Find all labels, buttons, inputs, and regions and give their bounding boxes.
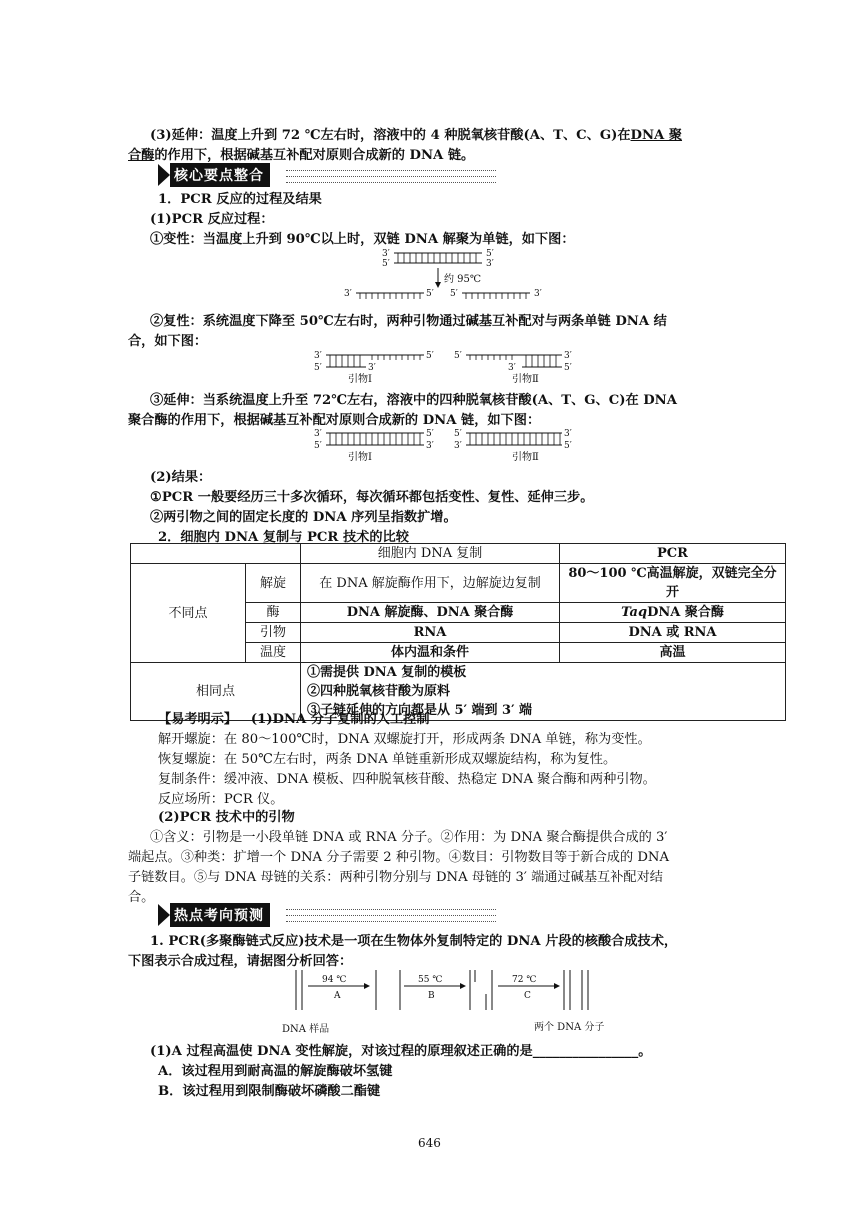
text-line: 反应场所：PCR 仪。 bbox=[158, 792, 284, 807]
dotted-rule bbox=[286, 170, 496, 171]
primer-label: 引物Ⅱ bbox=[512, 374, 539, 385]
table-cell: 高温 bbox=[560, 643, 786, 663]
table-header: PCR bbox=[560, 544, 786, 564]
option-b: B．该过程用到限制酶破坏磷酸二酯键 bbox=[158, 1084, 381, 1099]
temperature-label: 94 ℃ bbox=[322, 975, 347, 985]
question-text: 下图表示合成过程，请据图分析回答： bbox=[128, 954, 353, 969]
end-label: 3′ bbox=[534, 289, 542, 299]
question-text: (1)A 过程高温使 DNA 变性解旋，对该过程的原理叙述正确的是________________。 bbox=[150, 1044, 652, 1059]
question-text: 1. PCR(多聚酶链式反应)技术是一项在生物体外复制特定的 DNA 片段的核酸合成技术， bbox=[150, 934, 678, 949]
text-segment: (3)延伸：温度上升到 72 ℃左右时，溶液中的 4 种脱氧核苷酸(A、T、C、G)在 bbox=[150, 128, 631, 143]
arrow-icon bbox=[158, 904, 170, 926]
list-item: ①需提供 DNA 复制的模板 bbox=[307, 665, 467, 680]
italic-text: Taq bbox=[621, 605, 648, 620]
end-label: 3′ bbox=[486, 259, 494, 269]
table-cell: 引物 bbox=[246, 623, 301, 643]
section-title: 核心要点整合 bbox=[170, 163, 270, 187]
end-label: 5′ bbox=[426, 351, 434, 361]
text-line: ②复性：系统温度下降至 50℃左右时，两种引物通过碱基互补配对与两条单链 DNA 结 bbox=[150, 314, 667, 329]
dotted-rule bbox=[286, 921, 496, 922]
end-label: 5′ bbox=[314, 441, 322, 451]
option-a: A．该过程用到耐高温的解旋酶破坏氢键 bbox=[158, 1064, 393, 1079]
end-label: 5′ bbox=[564, 441, 572, 451]
end-label: 3′ bbox=[564, 429, 572, 439]
primer-label: 引物Ⅱ bbox=[512, 452, 539, 463]
table-cell: 解旋 bbox=[246, 564, 301, 603]
comparison-table bbox=[130, 543, 786, 721]
end-label: 5′ bbox=[450, 289, 458, 299]
section-banner bbox=[158, 904, 270, 926]
text-line: ①含义：引物是一小段单链 DNA 或 RNA 分子。②作用：为 DNA 聚合酶提供合成的 3′ bbox=[150, 830, 668, 845]
end-label: 3′ bbox=[564, 351, 572, 361]
table-cell: 温度 bbox=[246, 643, 301, 663]
row-group-label: 相同点 bbox=[131, 663, 301, 721]
text-segment: 的作用下，根据碱基互补配对原则合成新的 DNA 链。 bbox=[154, 148, 475, 163]
subheading: (2)PCR 技术中的引物 bbox=[158, 810, 295, 825]
end-label: 3′ bbox=[314, 429, 322, 439]
end-label: 3′ bbox=[508, 363, 516, 373]
primer-label: 引物Ⅰ bbox=[348, 374, 372, 385]
table-cell: RNA bbox=[301, 623, 560, 643]
primer-label: 引物Ⅰ bbox=[348, 452, 372, 463]
tag-label: 【易考明示】 bbox=[158, 712, 238, 727]
list-item: ③子链延伸的方向都是从 5′ 端到 3′ 端 bbox=[307, 703, 533, 718]
subheading: (1)PCR 反应过程： bbox=[150, 212, 274, 227]
table-row bbox=[131, 564, 786, 603]
end-label: 3′ bbox=[426, 441, 434, 451]
table-cell: DNA 解旋酶、DNA 聚合酶 bbox=[301, 603, 560, 623]
end-label: 3′ bbox=[454, 441, 462, 451]
text-segment: DNA 聚 bbox=[630, 128, 683, 143]
end-label: 5′ bbox=[454, 429, 462, 439]
text-segment: 合酶 bbox=[128, 148, 155, 163]
pcr-process-diagram bbox=[280, 966, 620, 1038]
dotted-rule bbox=[286, 176, 496, 177]
dotted-rule bbox=[286, 182, 496, 183]
heading: 1．PCR 反应的过程及结果 bbox=[158, 192, 322, 207]
text-line: 复制条件：缓冲液、DNA 模板、四种脱氧核苷酸、热稳定 DNA 聚合酶和两种引物。 bbox=[158, 772, 656, 787]
end-label: 5′ bbox=[382, 259, 390, 269]
text-line: 合。 bbox=[128, 890, 155, 905]
extension-diagram bbox=[312, 424, 582, 464]
table-cell bbox=[560, 603, 786, 623]
section-title: 热点考向预测 bbox=[170, 903, 270, 927]
heading: 2．细胞内 DNA 复制与 PCR 技术的比较 bbox=[158, 530, 409, 545]
page-number: 646 bbox=[418, 1136, 441, 1150]
end-label: 3′ bbox=[344, 289, 352, 299]
temperature-label: 55 ℃ bbox=[418, 975, 443, 985]
text-line: 合，如下图： bbox=[128, 334, 208, 349]
table-cell: 体内温和条件 bbox=[301, 643, 560, 663]
text-segment: (1)DNA 分子复制的人工控制 bbox=[250, 712, 430, 727]
end-label: 3′ bbox=[382, 249, 390, 259]
text-line: 子链数目。⑤与 DNA 母链的关系：两种引物分别与 DNA 母链的 3′ 端通过碱基互补配对结 bbox=[128, 870, 663, 885]
table-cell: DNA 或 RNA bbox=[560, 623, 786, 643]
end-label: 5′ bbox=[454, 351, 462, 361]
row-group-label: 不同点 bbox=[131, 564, 246, 663]
step-label: A bbox=[334, 991, 341, 1001]
text-segment: DNA 聚合酶 bbox=[647, 605, 724, 620]
dotted-rule bbox=[286, 915, 496, 916]
text-line: 解开螺旋：在 80～100℃时，DNA 双螺旋打开，形成两条 DNA 单链，称为变性。 bbox=[158, 732, 651, 747]
table-row bbox=[131, 544, 786, 564]
end-label: 5′ bbox=[486, 249, 494, 259]
end-label: 3′ bbox=[368, 363, 376, 373]
caption: 两个 DNA 分子 bbox=[534, 1022, 605, 1033]
text-line: 恢复螺旋：在 50℃左右时，两条 DNA 单链重新形成双螺旋结构，称为复性。 bbox=[158, 752, 617, 767]
end-label: 5′ bbox=[426, 289, 434, 299]
text-line bbox=[128, 144, 474, 163]
text-line bbox=[150, 124, 682, 143]
step-label: C bbox=[524, 991, 531, 1001]
temperature-label: 72 ℃ bbox=[512, 975, 537, 985]
text-line: ②两引物之间的固定长度的 DNA 序列呈指数扩增。 bbox=[150, 510, 457, 525]
text-line: 聚合酶的作用下，根据碱基互补配对原则合成新的 DNA 链，如下图： bbox=[128, 413, 541, 428]
arrow-icon bbox=[158, 164, 170, 186]
text-line: 端起点。③种类：扩增一个 DNA 分子需要 2 种引物。④数目：引物数目等于新合成的 DNA bbox=[128, 850, 669, 865]
subheading: (2)结果： bbox=[150, 470, 212, 485]
text-line: ①PCR 一般要经历三十多次循环，每次循环都包括变性、复性、延伸三步。 bbox=[150, 490, 594, 505]
list-item: ②四种脱氧核苷酸为原料 bbox=[307, 684, 451, 699]
end-label: 5′ bbox=[564, 363, 572, 373]
table-header: 细胞内 DNA 复制 bbox=[301, 544, 560, 564]
temperature-label: 约 95℃ bbox=[444, 274, 482, 285]
dotted-rule bbox=[286, 909, 496, 910]
table-cell: 80～100 ℃高温解旋，双链完全分开 bbox=[560, 564, 786, 603]
text-line: ①变性：当温度上升到 90℃以上时，双链 DNA 解聚为单链，如下图： bbox=[150, 232, 575, 247]
table-cell: 酶 bbox=[246, 603, 301, 623]
annealing-diagram bbox=[312, 346, 582, 386]
denaturation-diagram bbox=[338, 246, 558, 304]
section-banner bbox=[158, 164, 270, 186]
step-label: B bbox=[428, 991, 435, 1001]
end-label: 5′ bbox=[426, 429, 434, 439]
end-label: 5′ bbox=[314, 363, 322, 373]
table-cell bbox=[131, 544, 301, 564]
table-cell: 在 DNA 解旋酶作用下，边解旋边复制 bbox=[301, 564, 560, 603]
text-line bbox=[158, 708, 430, 727]
end-label: 3′ bbox=[314, 351, 322, 361]
text-line: ③延伸：当系统温度上升至 72℃左右，溶液中的四种脱氧核苷酸(A、T、G、C)在 DNA bbox=[150, 393, 677, 408]
caption: DNA 样品 bbox=[282, 1024, 330, 1035]
